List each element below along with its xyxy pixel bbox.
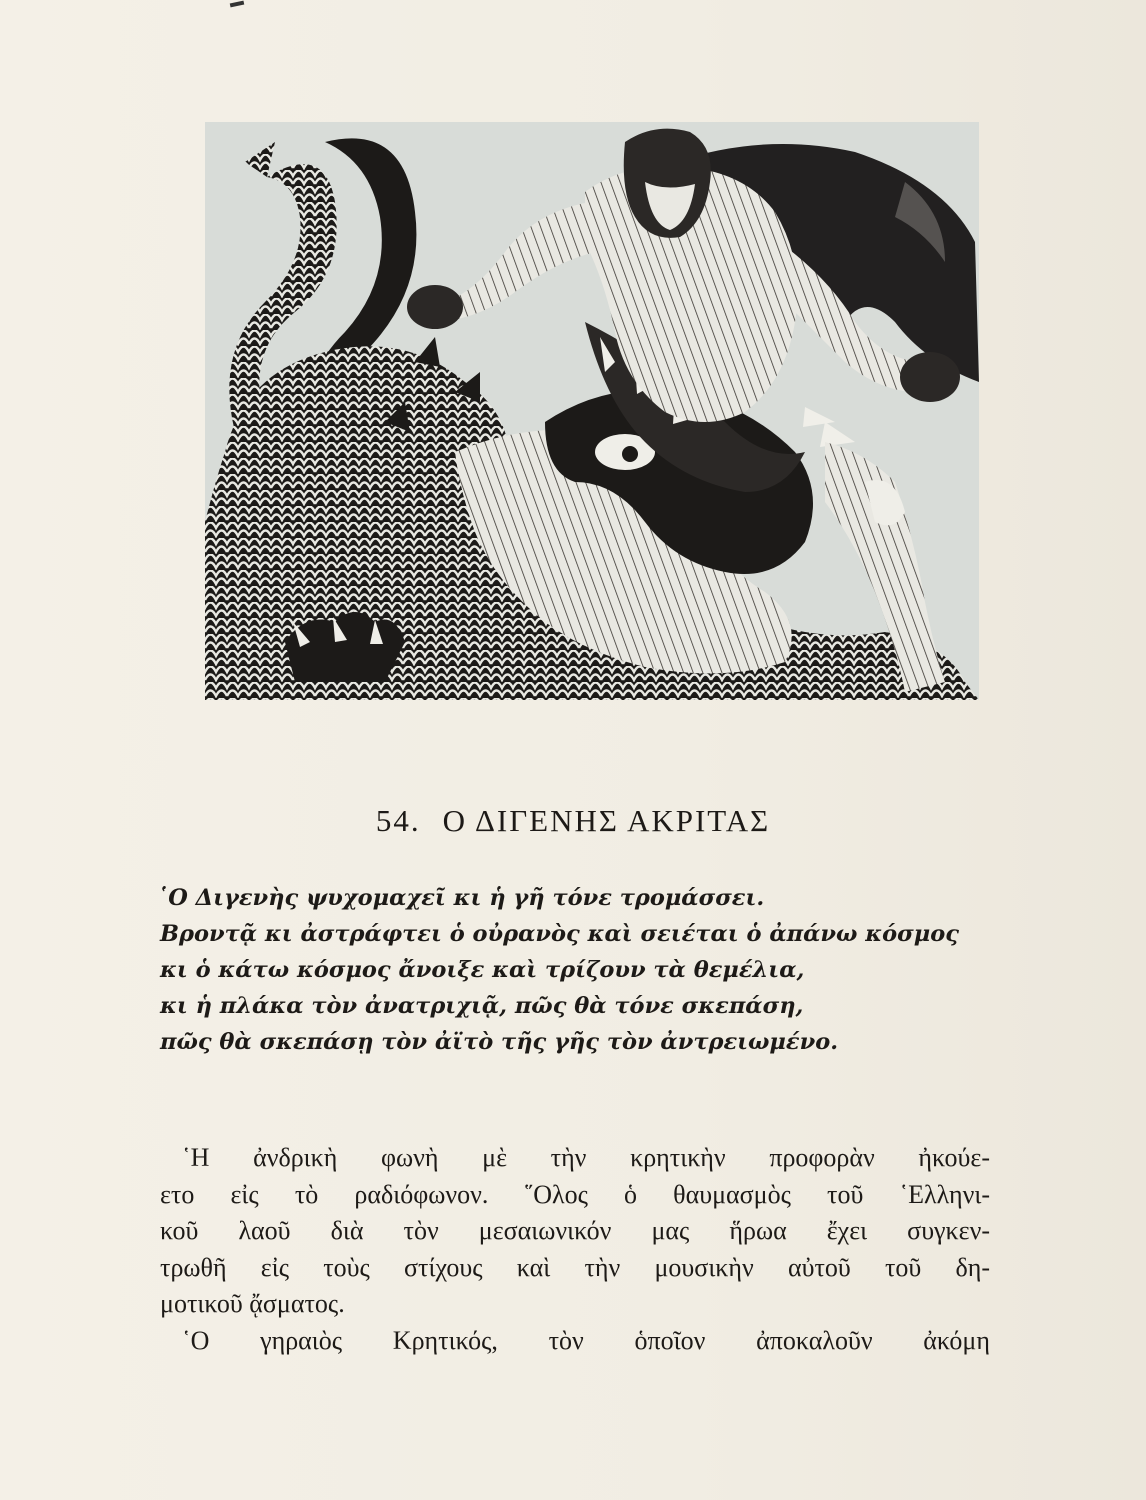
prose-word: φωνὴ (381, 1143, 439, 1172)
poem-line: ῾Ο Διγενὴς ψυχομαχεῖ κι ἡ γῆ τόνε τρομάσσει. (157, 885, 765, 911)
prose-word: τοὺς (323, 1252, 370, 1282)
prose-word: ἠκούε- (918, 1143, 990, 1172)
prose-word: ὁποῖον (634, 1325, 706, 1355)
prose-line (160, 1323, 990, 1360)
prose-line (160, 1286, 990, 1323)
hero-left-hand (407, 285, 463, 329)
ink-mark (230, 1, 245, 8)
prose-word: ὁ (624, 1179, 637, 1209)
prose-word: θαυμασμὸς (673, 1179, 791, 1209)
woodcut-illustration (205, 122, 979, 700)
prose-word: λαοῦ (238, 1216, 291, 1245)
prose-word: κρητικὴν (630, 1143, 726, 1172)
prose-line-text: μοτικοῦ ᾄσματος. (160, 1289, 345, 1318)
prose-word: μὲ (482, 1143, 507, 1172)
poem-block (157, 880, 990, 1060)
prose-word: δη- (955, 1252, 990, 1282)
prose-line (160, 1140, 990, 1177)
prose-word: ῞Ολος (524, 1179, 588, 1209)
prose-word: τοῦ (884, 1252, 922, 1282)
poem-line: κι ὁ κάτω κόσμος ἄνοιξε καὶ τρίζουν τὰ θεμέλια, (160, 957, 805, 983)
prose-word: ετο (160, 1179, 195, 1209)
prose-word: τοῦ (827, 1179, 864, 1209)
prose-word: ἔχει (826, 1216, 868, 1245)
prose-word: ἀκόμη (923, 1325, 990, 1355)
prose-word: ραδιόφωνον. (354, 1179, 489, 1209)
prose-word: μουσικὴν (654, 1252, 754, 1282)
prose-word: κοῦ (160, 1216, 199, 1245)
prose-word: συγκεν- (907, 1216, 990, 1245)
prose-word: στίχους (404, 1252, 483, 1282)
prose-word: τὸ (294, 1179, 319, 1209)
prose-word: Κρητικός, (392, 1325, 498, 1355)
prose-line (160, 1213, 990, 1250)
prose-word: μεσαιωνικόν (478, 1216, 612, 1245)
poem-line: Βροντᾷ κι ἀστράφτει ὁ οὐρανὸς καὶ σειέται ὁ ἀπάνω κόσμος (160, 921, 959, 947)
prose-word: ἥρωα (729, 1216, 787, 1245)
prose-word: ῾Ελληνι- (899, 1179, 990, 1209)
prose-word: ῾Η (182, 1143, 210, 1172)
prose-line (160, 1177, 990, 1214)
prose-word: ἀποκαλοῦν (756, 1325, 873, 1355)
prose-word: τὸν (548, 1325, 584, 1355)
prose-word: καὶ (516, 1252, 551, 1282)
hero-right-hand (900, 352, 960, 402)
chapter-title (0, 803, 1146, 839)
prose-word: γηραιὸς (260, 1325, 343, 1355)
prose-block (160, 1140, 990, 1359)
poem-line: πῶς θὰ σκεπάσῃ τὸν ἀϊτὸ τῆς γῆς τὸν ἀντρειωμένο. (160, 1029, 839, 1055)
prose-word: τὴν (550, 1143, 587, 1172)
prose-word: μας (651, 1216, 690, 1245)
prose-word: τὴν (584, 1252, 621, 1282)
prose-word: τὸν (403, 1216, 439, 1245)
prose-word: εἰς (260, 1252, 289, 1282)
chapter-number: 54. (375, 803, 421, 838)
chapter-heading: Ο ΔΙΓΕΝΗΣ ΑΚΡΙΤΑΣ (442, 803, 771, 838)
illustration-svg (205, 122, 979, 700)
prose-word: ῾Ο (182, 1325, 210, 1355)
prose-line (160, 1250, 990, 1287)
prose-word: εἰς (230, 1179, 259, 1209)
prose-word: τρωθῆ (160, 1252, 227, 1282)
prose-word: προφορὰν (769, 1143, 875, 1172)
prose-word: διὰ (330, 1216, 364, 1245)
prose-word: αὐτοῦ (787, 1252, 851, 1282)
prose-word: ἀνδρικὴ (253, 1143, 338, 1172)
poem-line: κι ἡ πλάκα τὸν ἀνατριχιᾷ, πῶς θὰ τόνε σκεπάση, (160, 993, 804, 1019)
